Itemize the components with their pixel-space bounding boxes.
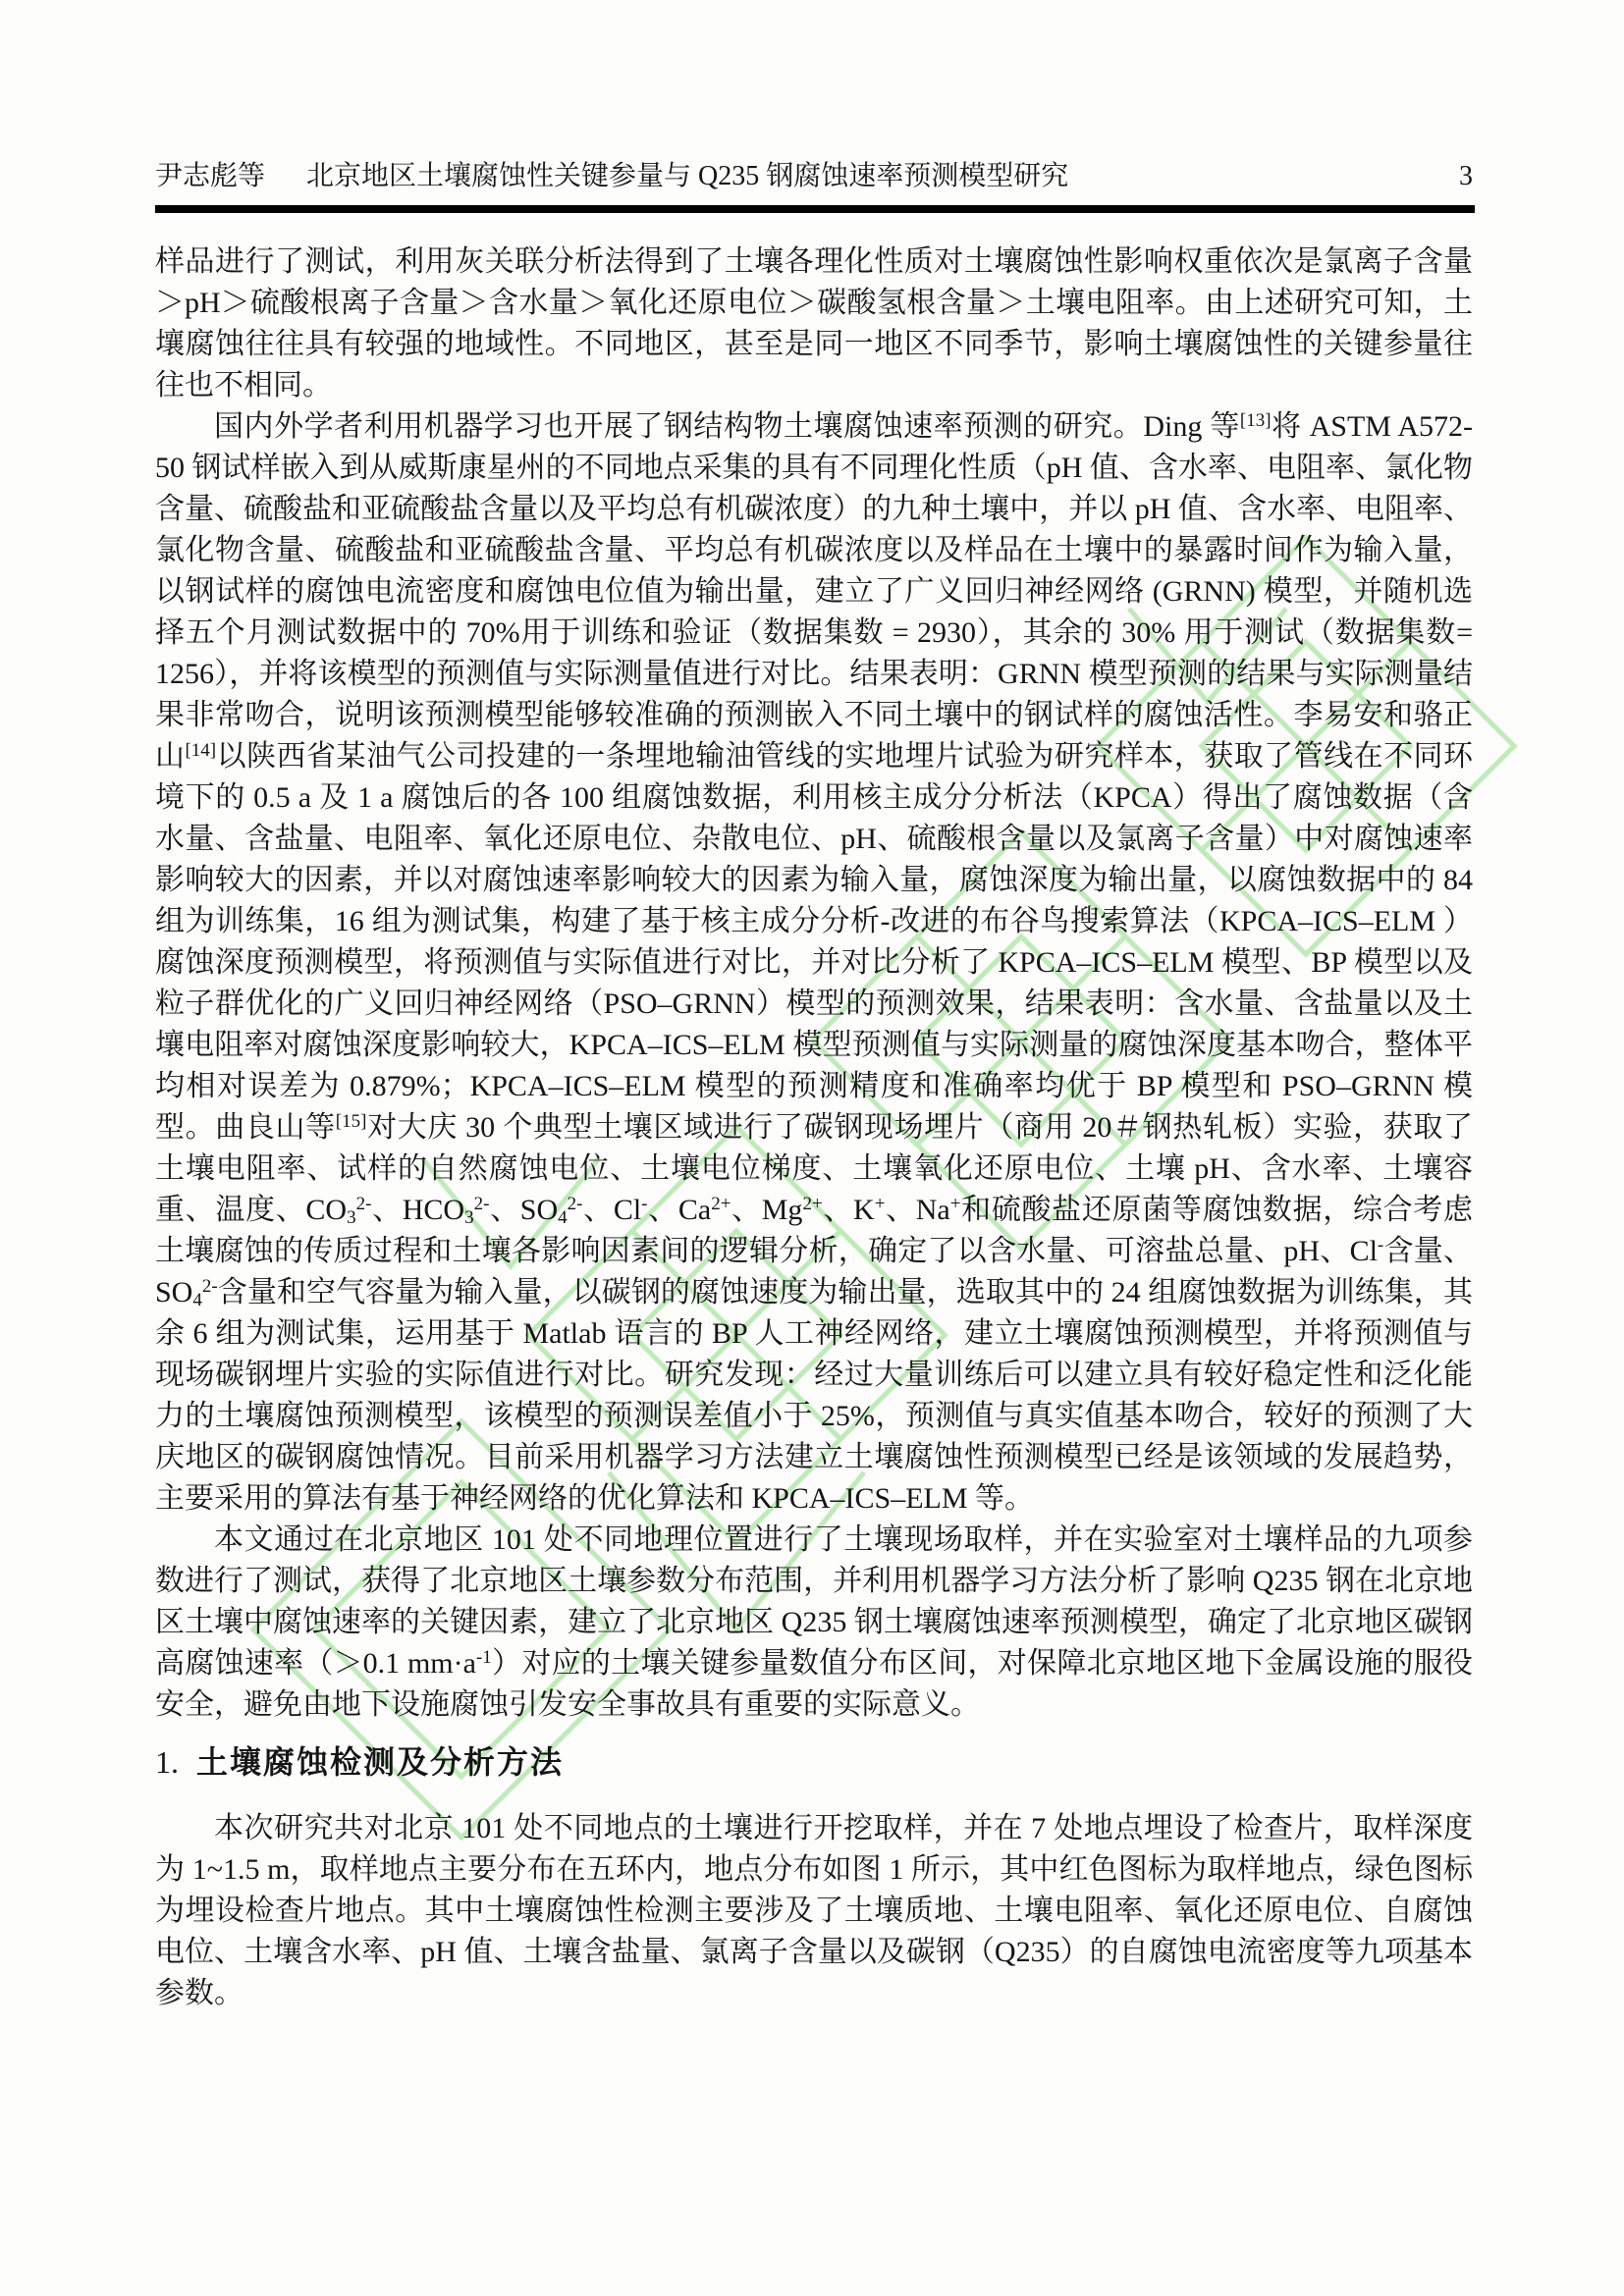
section-heading	[155, 1739, 1473, 1785]
superscript: 2-	[201, 1275, 218, 1297]
superscript: -	[641, 1193, 648, 1214]
running-header	[155, 157, 1473, 196]
body-paragraph: 国内外学者利用机器学习也开展了钢结构物土壤腐蚀速率预测的研究。Ding 等[13]将 ASTM A572-50 钢试样嵌入到从威斯康星州的不同地点采集的具有不同理化性质（pH 值、含水率、电阻率、氯化物含量、硫酸盐和亚硫酸盐含量以及平均总有机碳浓度）的九种土壤中，并以 pH 值、含水率、电阻率、氯化物含量、硫酸盐和亚硫酸盐含量、平均总有机碳浓度以及样品在土壤中的暴露时间作为输入量，以钢试样的腐蚀电流密度和腐蚀电位值为输出量，建立了广义回归神经网络 (GRNN) 模型，并随机选择五个月测试数据中的 70%用于训练和验证（数据集数 = 2930），其余的 30% 用于测试（数据集数= 1256），并将该模型的预测值与实际测量值进行对比。结果表明：GRNN 模型预测的结果与实际测量结果非常吻合，说明该预测模型能够较准确的预测嵌入不同土壤中的钢试样的腐蚀活性。李易安和骆正山[14]以陕西省某油气公司投建的一条埋地输油管线的实地埋片试验为研究样本，获取了管线在不同环境下的 0.5 a 及 1 a 腐蚀后的各 100 组腐蚀数据，利用核主成分分析法（KPCA）得出了腐蚀数据（含水量、含盐量、电阻率、氧化还原电位、杂散电位、pH、硫酸根含量以及氯离子含量）中对腐蚀速率影响较大的因素，并以对腐蚀速率影响较大的因素为输入量，腐蚀深度为输出量，以腐蚀数据中的 84 组为训练集，16 组为测试集，构建了基于核主成分分析-改进的布谷鸟搜索算法（KPCA–ICS–ELM ）腐蚀深度预测模型，将预测值与实际值进行对比，并对比分析了 KPCA–ICS–ELM 模型、BP 模型以及粒子群优化的广义回归神经网络（PSO–GRNN）模型的预测效果，结果表明：含水量、含盐量以及土壤电阻率对腐蚀深度影响较大，KPCA–ICS–ELM 模型预测值与实际测量的腐蚀深度基本吻合，整体平均相对误差为 0.879%；KPCA–ICS–ELM 模型的预测精度和准确率均优于 BP 模型和 PSO–GRNN 模型。曲良山等[15]对大庆 30 个典型土壤区域进行了碳钢现场埋片（商用 20＃钢热轧板）实验，获取了土壤电阻率、试样的自然腐蚀电位、土壤电位梯度、土壤氧化还原电位、土壤 pH、含水率、土壤容重、温度、$CO_3^{2-}$、$HCO_3^{2-}$、$SO_4^{2-}$、Cl-、$Ca^{2+}$、$Mg^{2+}$、K+、Na+和硫酸盐还原菌等腐蚀数据，综合考虑土壤腐蚀的传质过程和土壤各影响因素间的逻辑分析，确定了以含水量、可溶盐总量、pH、Cl-含量、$SO_4^{2-}$含量和空气容量为输入量，以碳钢的腐蚀速度为输出量，选取其中的 24 组腐蚀数据为训练集，其余 6 组为测试集，运用基于 Matlab 语言的 BP 人工神经网络，建立土壤腐蚀预测模型，并将预测值与现场碳钢埋片实验的实际值进行对比。研究发现：经过大量训练后可以建立具有较好稳定性和泛化能力的土壤腐蚀预测模型，该模型的预测误差值小于 25%，预测值与真实值基本吻合，较好的预测了大庆地区的碳钢腐蚀情况。目前采用机器学习方法建立土壤腐蚀性预测模型已经是该领域的发展趋势，主要采用的算法有基于神经网络的优化算法和 KPCA–ICS–ELM 等。	[155, 409, 1474, 1515]
subscript: 3	[464, 1207, 474, 1229]
citation-ref: [13]	[1239, 409, 1272, 431]
body-paragraph: 本文通过在北京地区 101 处不同地理位置进行了土壤现场取样，并在实验室对土壤样品的九项参数进行了测试，获得了北京地区土壤参数分布范围，并利用机器学习方法分析了影响 Q235 钢在北京地区土壤中腐蚀速率的关键因素，建立了北京地区 Q235 钢土壤腐蚀速率预测模型，确定了北京地区碳钢高腐蚀速率（＞0.1 $mm\cdot a^{-1}$）对应的土壤关键参量数值分布区间，对保障北京地区地下金属设施的服役安全，避免由地下设施腐蚀引发安全事故具有重要的实际意义。	[155, 1523, 1473, 1721]
superscript: 2+	[711, 1193, 731, 1214]
body-paragraph: 样品进行了测试，利用灰关联分析法得到了土壤各理化性质对土壤腐蚀性影响权重依次是氯离子含量＞pH＞硫酸根离子含量＞含水量＞氧化还原电位＞碳酸氢根含量＞土壤电阻率。由上述研究可知，土壤腐蚀往往具有较强的地域性。不同地区，甚至是同一地区不同季节，影响土壤腐蚀性的关键参量往往也不相同。	[155, 245, 1473, 401]
superscript: -1	[475, 1646, 492, 1668]
citation-ref: [14]	[185, 739, 217, 761]
superscript: 2-	[355, 1193, 372, 1214]
header-authors: 尹志彪等	[155, 161, 266, 191]
page-number: 3	[1459, 161, 1473, 191]
superscript: 2-	[567, 1193, 583, 1214]
heading-text: 土壤腐蚀检测及分析方法	[196, 1744, 565, 1780]
subscript: 4	[558, 1207, 568, 1229]
superscript: +	[949, 1193, 961, 1214]
body-paragraph: 本次研究共对北京 101 处不同地点的土壤进行开挖取样，并在 7 处地点埋设了检查片，取样深度为 1~1.5 m，取样地点主要分布在五环内，地点分布如图 1 所示，其中红色图标为取样地点，绿色图标为埋设检查片地点。其中土壤腐蚀性检测主要涉及了土壤质地、土壤电阻率、氧化还原电位、自腐蚀电位、土壤含水率、pH 值、土壤含盐量、氯离子含量以及碳钢（Q235）的自腐蚀电流密度等九项基本参数。	[155, 1812, 1473, 2009]
heading-number: 1.	[155, 1744, 179, 1780]
header-title: 北京地区土壤腐蚀性关键参量与 Q235 钢腐蚀速率预测模型研究	[306, 161, 1069, 191]
subscript: 3	[347, 1207, 356, 1229]
running-header-title-group	[155, 157, 1068, 196]
superscript: +	[874, 1193, 886, 1214]
citation-ref: [15]	[335, 1110, 367, 1132]
superscript: 2-	[473, 1193, 490, 1214]
superscript: -	[1377, 1234, 1384, 1255]
subscript: 4	[192, 1290, 202, 1311]
header-rule	[155, 205, 1475, 213]
content	[155, 241, 1473, 2014]
superscript: 2+	[802, 1193, 823, 1214]
